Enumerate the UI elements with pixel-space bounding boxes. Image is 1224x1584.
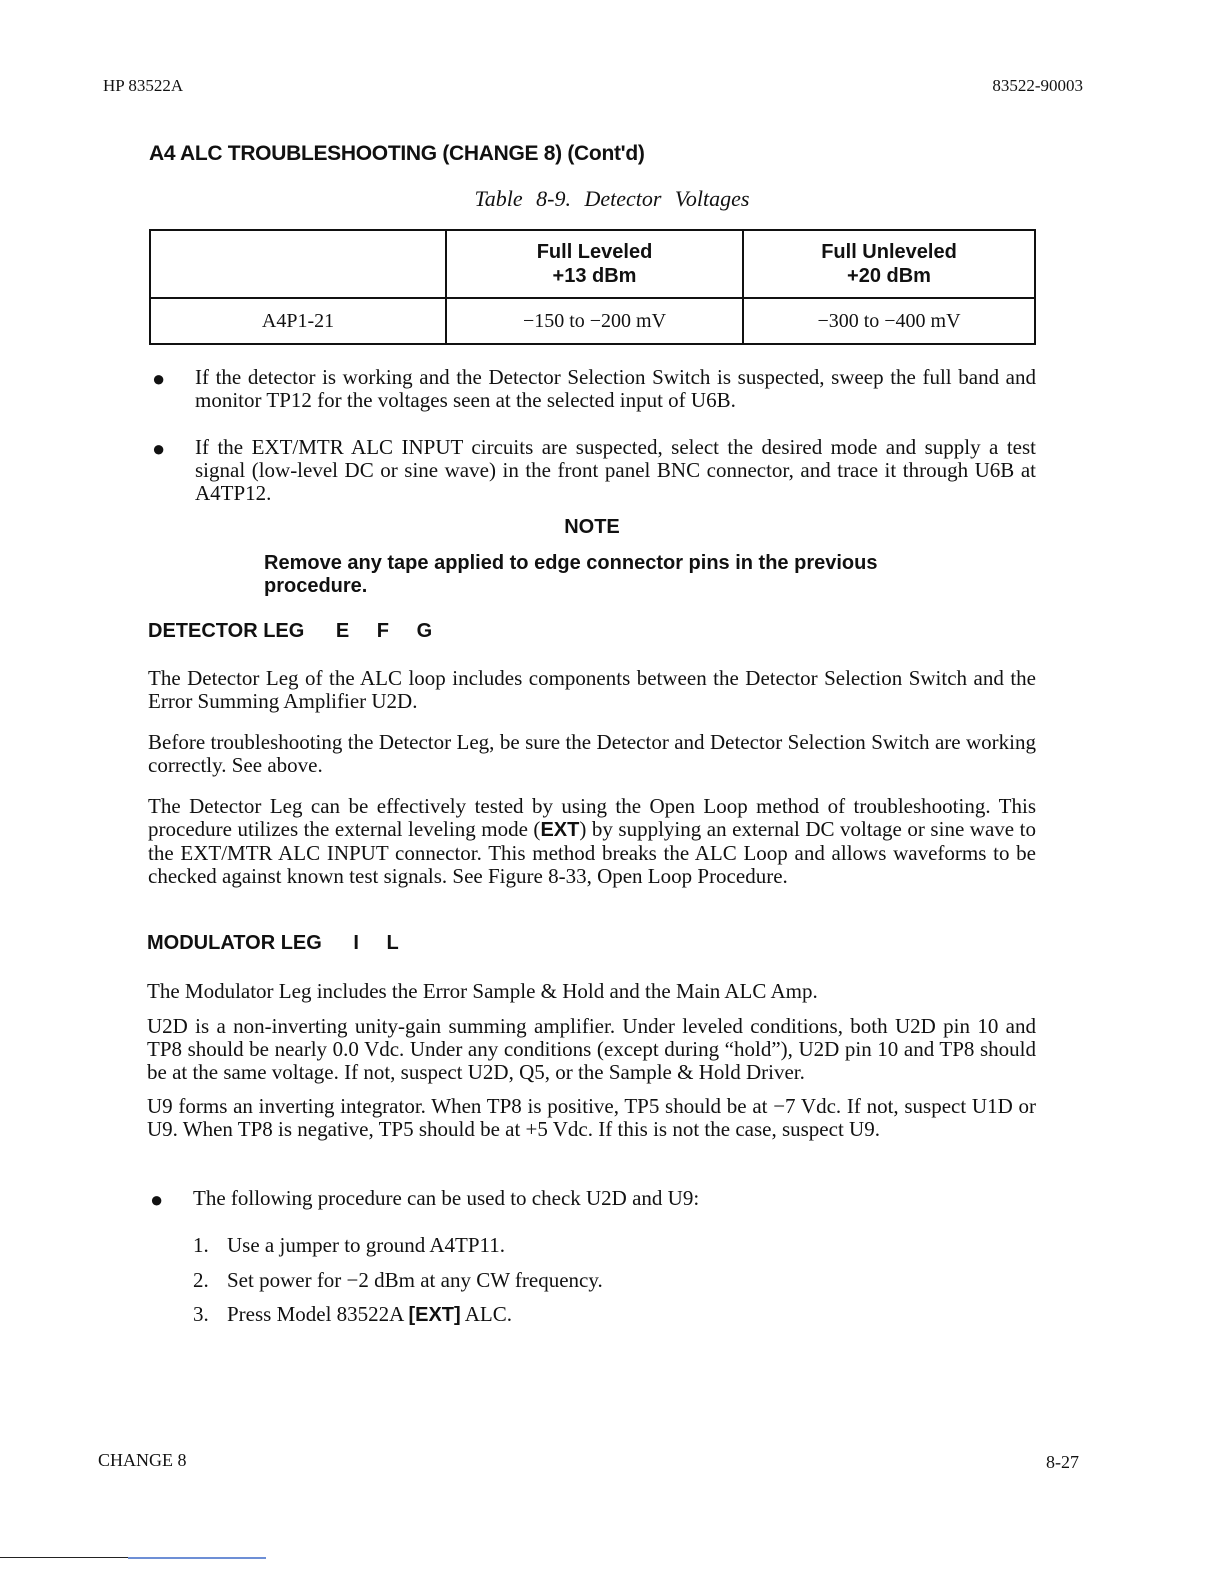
modulator-leg-paragraph: The Modulator Leg includes the Error Sample & Hold and the Main ALC Amp.	[147, 979, 818, 1003]
modulator-leg-tag: L	[386, 932, 399, 954]
footer-left: CHANGE 8	[98, 1450, 187, 1470]
bullet-dot-icon: ●	[150, 1187, 164, 1212]
step-number: 3.	[193, 1302, 209, 1326]
step-text: Use a jumper to ground A4TP11.	[227, 1233, 506, 1257]
table-header-cell-empty	[150, 230, 446, 298]
modulator-leg-paragraph: U9 forms an inverting integrator. When TP8 is positive, TP5 should be at −7 Vdc. If not, suspect U1D or U9. When TP8 is negative, TP5 should be at +5 Vdc. If this is not the case, suspect U9.	[147, 1094, 1036, 1141]
step-text	[227, 1302, 512, 1327]
footer-right: 8-27	[1046, 1452, 1079, 1472]
detector-leg-paragraph: Before troubleshooting the Detector Leg, be sure the Detector and Detector Selection Switch are working correctly. See above.	[148, 730, 1036, 777]
detector-leg-tag: E	[335, 620, 350, 642]
step-text-before: Press Model 83522A	[227, 1302, 409, 1326]
ext-mode-label: EXT	[540, 819, 580, 841]
modulator-leg-paragraph: U2D is a non-inverting unity-gain summing amplifier. Under leveled conditions, both U2D pin 10 and TP8 should be nearly 0.0 Vdc. Under any conditions (except during “hold”), U2D pin 10 and TP8 should be at the same voltage. If not, suspect U2D, Q5, or the Sample & Hold Driver.	[147, 1014, 1036, 1084]
table-header-leveled-line1: Full Leveled	[536, 241, 653, 263]
table-caption: Table 8-9. Detector Voltages	[474, 186, 750, 211]
bullet-dot-icon: ●	[152, 366, 166, 391]
table-cell: A4P1-21	[150, 298, 446, 344]
bullet-text: If the EXT/MTR ALC INPUT circuits are suspected, select the desired mode and supply a test signal (low-level DC or sine wave) in the front panel BNC connector, and trace it through U6B at A4TP12.	[195, 435, 1036, 505]
bottom-rule	[0, 1557, 128, 1558]
detector-leg-p3-before: The Detector Leg can be effectively tested by using the Open Loop method of troubleshooting. This procedure utilizes the external leveling mode (	[148, 794, 1036, 841]
note-text: Remove any tape applied to edge connector pins in the previous procedure.	[264, 552, 878, 597]
detector-leg-title: DETECTOR LEG	[148, 620, 305, 642]
modulator-leg-title: MODULATOR LEG	[147, 932, 322, 954]
detector-leg-p3-after: ) by supplying an external DC voltage or sine wave to the EXT/MTR ALC INPUT connector. This method breaks the ALC Loop and allows waveforms to be checked against known test signals. See Figure 8-33, Open Loop Procedure.	[148, 817, 1036, 888]
table-header-row	[150, 230, 1035, 298]
table-header-leveled-line2: +13 dBm	[552, 265, 637, 287]
modulator-leg-heading	[147, 932, 399, 955]
detector-leg-tag: G	[416, 620, 433, 642]
modulator-leg-tag: I	[353, 932, 359, 954]
detector-leg-paragraph: The Detector Leg of the ALC loop includes components between the Detector Selection Switch and the Error Summing Amplifier U2D.	[148, 666, 1036, 713]
note-title: NOTE	[564, 516, 620, 538]
detector-leg-heading	[148, 620, 432, 643]
header-left: HP 83522A	[103, 76, 184, 95]
table-header-unleveled-line1: Full Unleveled	[821, 241, 957, 263]
detector-leg-paragraph	[148, 795, 1036, 888]
detector-voltages-table	[149, 229, 1036, 345]
table-row	[150, 298, 1035, 344]
step-number: 1.	[193, 1233, 209, 1257]
header-right: 83522-90003	[992, 76, 1083, 95]
step-text: Set power for −2 dBm at any CW frequency.	[227, 1268, 603, 1292]
bottom-rule-accent	[128, 1557, 266, 1559]
section-title: A4 ALC TROUBLESHOOTING (CHANGE 8) (Cont'd)	[149, 142, 645, 165]
table-cell: −300 to −400 mV	[743, 298, 1035, 344]
step-text-after: ALC.	[460, 1302, 512, 1326]
ext-key-label: [EXT]	[408, 1304, 461, 1326]
step-number: 2.	[193, 1268, 209, 1292]
table-header-cell-leveled	[446, 230, 743, 298]
bullet-text: If the detector is working and the Detector Selection Switch is suspected, sweep the full band and monitor TP12 for the voltages seen at the selected input of U6B.	[195, 365, 1036, 412]
bullet-text: The following procedure can be used to check U2D and U9:	[193, 1186, 700, 1210]
table-header-unleveled-line2: +20 dBm	[847, 265, 931, 287]
table-header-cell-unleveled	[743, 230, 1035, 298]
table-cell: −150 to −200 mV	[446, 298, 743, 344]
bullet-dot-icon: ●	[152, 436, 166, 461]
detector-leg-tag: F	[376, 620, 389, 642]
